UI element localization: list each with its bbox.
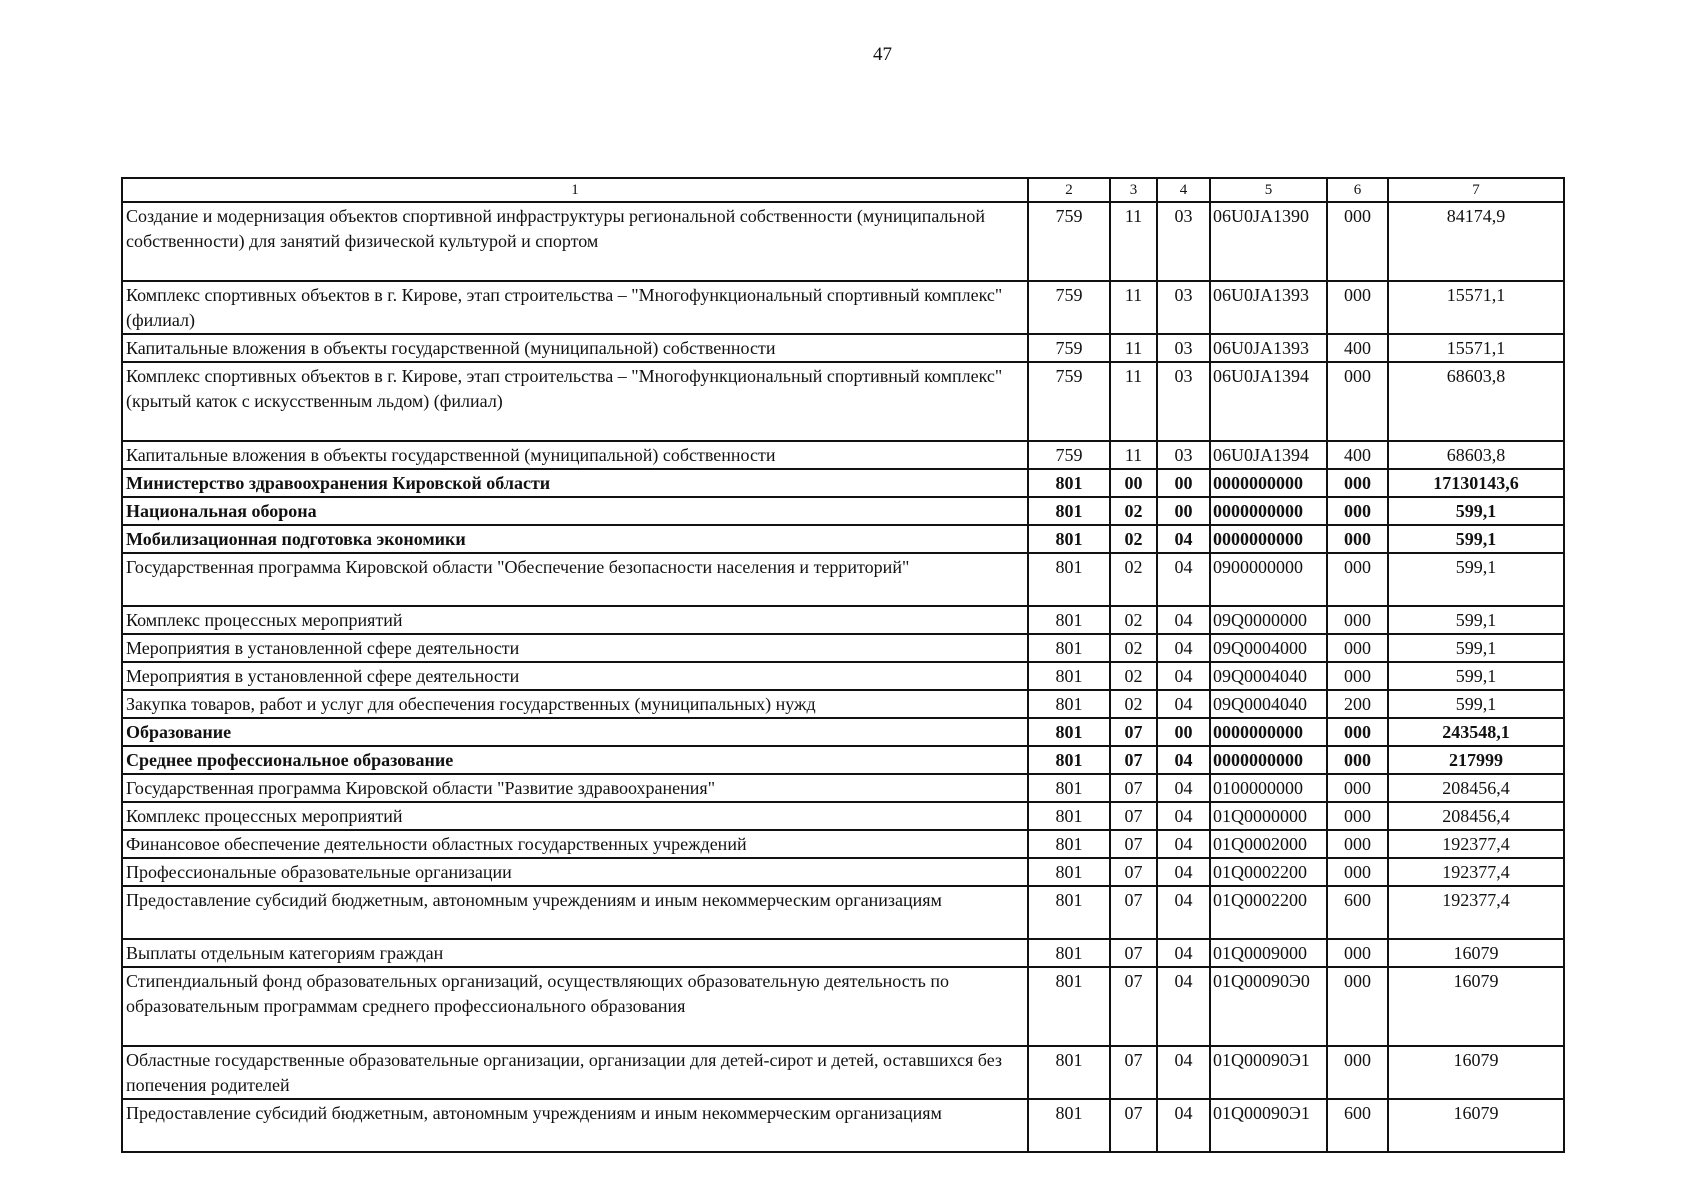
ministry-code-cell: 759: [1028, 281, 1110, 334]
section-code-cell: 02: [1110, 690, 1157, 718]
target-article-cell: 01Q00090Э0: [1210, 967, 1327, 1046]
subsection-code-cell: 04: [1157, 774, 1210, 802]
table-row: [122, 441, 1564, 469]
section-code-cell: 02: [1110, 606, 1157, 634]
section-code-cell: 07: [1110, 1099, 1157, 1152]
column-number: 2: [1028, 178, 1110, 202]
amount-cell: 599,1: [1388, 634, 1564, 662]
table-row: [122, 774, 1564, 802]
section-code-cell: 00: [1110, 469, 1157, 497]
subsection-code-cell: 04: [1157, 858, 1210, 886]
target-article-cell: 0000000000: [1210, 746, 1327, 774]
table-row: [122, 662, 1564, 690]
subsection-code-cell: 04: [1157, 606, 1210, 634]
subsection-code-cell: 03: [1157, 281, 1210, 334]
section-code-cell: 11: [1110, 281, 1157, 334]
row-name-cell: Мероприятия в установленной сфере деятельности: [122, 634, 1028, 662]
ministry-code-cell: 801: [1028, 774, 1110, 802]
amount-cell: 217999: [1388, 746, 1564, 774]
table-row: [122, 334, 1564, 362]
target-article-cell: 01Q0002200: [1210, 886, 1327, 939]
row-name-cell: Выплаты отдельным категориям граждан: [122, 939, 1028, 967]
ministry-code-cell: 759: [1028, 441, 1110, 469]
expense-type-cell: 000: [1327, 830, 1388, 858]
target-article-cell: 06U0JA1394: [1210, 441, 1327, 469]
expense-type-cell: 000: [1327, 634, 1388, 662]
ministry-code-cell: 801: [1028, 553, 1110, 606]
column-number: 4: [1157, 178, 1210, 202]
amount-cell: 208456,4: [1388, 802, 1564, 830]
row-name-cell: Создание и модернизация объектов спортивной инфраструктуры региональной собственности (муниципальной собственности) для занятий физической культурой и спортом: [122, 202, 1028, 281]
ministry-code-cell: 801: [1028, 662, 1110, 690]
subsection-code-cell: 04: [1157, 967, 1210, 1046]
subsection-code-cell: 03: [1157, 441, 1210, 469]
column-number-row: [122, 178, 1564, 202]
row-name-cell: Мобилизационная подготовка экономики: [122, 525, 1028, 553]
ministry-code-cell: 801: [1028, 606, 1110, 634]
target-article-cell: 0100000000: [1210, 774, 1327, 802]
subsection-code-cell: 00: [1157, 469, 1210, 497]
row-name-cell: Стипендиальный фонд образовательных организаций, осуществляющих образовательную деятельность по образовательным программам среднего профессионального образования: [122, 967, 1028, 1046]
expense-type-cell: 000: [1327, 1046, 1388, 1099]
expense-type-cell: 000: [1327, 858, 1388, 886]
amount-cell: 15571,1: [1388, 281, 1564, 334]
ministry-code-cell: 801: [1028, 690, 1110, 718]
table-row: [122, 362, 1564, 441]
expense-type-cell: 000: [1327, 967, 1388, 1046]
amount-cell: 16079: [1388, 1046, 1564, 1099]
table-row: [122, 746, 1564, 774]
target-article-cell: 06U0JA1393: [1210, 334, 1327, 362]
target-article-cell: 09Q0004000: [1210, 634, 1327, 662]
row-name-cell: Мероприятия в установленной сфере деятельности: [122, 662, 1028, 690]
section-code-cell: 07: [1110, 802, 1157, 830]
column-number: 5: [1210, 178, 1327, 202]
amount-cell: 16079: [1388, 939, 1564, 967]
ministry-code-cell: 801: [1028, 939, 1110, 967]
amount-cell: 84174,9: [1388, 202, 1564, 281]
amount-cell: 599,1: [1388, 662, 1564, 690]
section-code-cell: 07: [1110, 830, 1157, 858]
amount-cell: 16079: [1388, 1099, 1564, 1152]
row-name-cell: Капитальные вложения в объекты государственной (муниципальной) собственности: [122, 441, 1028, 469]
target-article-cell: 0000000000: [1210, 525, 1327, 553]
target-article-cell: 01Q0002200: [1210, 858, 1327, 886]
section-code-cell: 07: [1110, 967, 1157, 1046]
column-number: 3: [1110, 178, 1157, 202]
section-code-cell: 07: [1110, 858, 1157, 886]
amount-cell: 192377,4: [1388, 858, 1564, 886]
table-row: [122, 553, 1564, 606]
target-article-cell: 09Q0004040: [1210, 690, 1327, 718]
section-code-cell: 07: [1110, 774, 1157, 802]
ministry-code-cell: 801: [1028, 718, 1110, 746]
table-row: [122, 830, 1564, 858]
row-name-cell: Финансовое обеспечение деятельности областных государственных учреждений: [122, 830, 1028, 858]
amount-cell: 599,1: [1388, 497, 1564, 525]
section-code-cell: 07: [1110, 886, 1157, 939]
amount-cell: 243548,1: [1388, 718, 1564, 746]
expense-type-cell: 000: [1327, 939, 1388, 967]
expense-type-cell: 000: [1327, 662, 1388, 690]
amount-cell: 68603,8: [1388, 441, 1564, 469]
row-name-cell: Предоставление субсидий бюджетным, автономным учреждениям и иным некоммерческим организациям: [122, 1099, 1028, 1152]
table-row: [122, 939, 1564, 967]
table-row: [122, 967, 1564, 1046]
table-row: [122, 718, 1564, 746]
expense-type-cell: 000: [1327, 469, 1388, 497]
section-code-cell: 02: [1110, 553, 1157, 606]
target-article-cell: 01Q0002000: [1210, 830, 1327, 858]
ministry-code-cell: 759: [1028, 202, 1110, 281]
expense-type-cell: 000: [1327, 362, 1388, 441]
table-row: [122, 497, 1564, 525]
subsection-code-cell: 00: [1157, 497, 1210, 525]
subsection-code-cell: 03: [1157, 362, 1210, 441]
section-code-cell: 02: [1110, 634, 1157, 662]
subsection-code-cell: 04: [1157, 886, 1210, 939]
expense-type-cell: 000: [1327, 606, 1388, 634]
amount-cell: 15571,1: [1388, 334, 1564, 362]
ministry-code-cell: 801: [1028, 497, 1110, 525]
amount-cell: 208456,4: [1388, 774, 1564, 802]
ministry-code-cell: 759: [1028, 334, 1110, 362]
ministry-code-cell: 801: [1028, 634, 1110, 662]
row-name-cell: Среднее профессиональное образование: [122, 746, 1028, 774]
table-row: [122, 525, 1564, 553]
expense-type-cell: 000: [1327, 525, 1388, 553]
row-name-cell: Предоставление субсидий бюджетным, автономным учреждениям и иным некоммерческим организациям: [122, 886, 1028, 939]
row-name-cell: Комплекс процессных мероприятий: [122, 606, 1028, 634]
ministry-code-cell: 801: [1028, 858, 1110, 886]
table-row: [122, 886, 1564, 939]
column-number: 6: [1327, 178, 1388, 202]
target-article-cell: 0000000000: [1210, 497, 1327, 525]
column-number: 1: [122, 178, 1028, 202]
page-number: 47: [873, 44, 892, 65]
section-code-cell: 11: [1110, 362, 1157, 441]
expense-type-cell: 600: [1327, 1099, 1388, 1152]
subsection-code-cell: 04: [1157, 802, 1210, 830]
table-row: [122, 281, 1564, 334]
expense-type-cell: 000: [1327, 281, 1388, 334]
row-name-cell: Государственная программа Кировской области "Обеспечение безопасности населения и территорий": [122, 553, 1028, 606]
expense-type-cell: 400: [1327, 334, 1388, 362]
ministry-code-cell: 801: [1028, 525, 1110, 553]
target-article-cell: 01Q00090Э1: [1210, 1099, 1327, 1152]
subsection-code-cell: 04: [1157, 1046, 1210, 1099]
amount-cell: 16079: [1388, 967, 1564, 1046]
subsection-code-cell: 04: [1157, 1099, 1210, 1152]
section-code-cell: 02: [1110, 525, 1157, 553]
subsection-code-cell: 04: [1157, 525, 1210, 553]
ministry-code-cell: 801: [1028, 830, 1110, 858]
ministry-code-cell: 801: [1028, 746, 1110, 774]
subsection-code-cell: 03: [1157, 202, 1210, 281]
amount-cell: 192377,4: [1388, 886, 1564, 939]
table-row: [122, 1046, 1564, 1099]
row-name-cell: Образование: [122, 718, 1028, 746]
target-article-cell: 01Q00090Э1: [1210, 1046, 1327, 1099]
ministry-code-cell: 801: [1028, 802, 1110, 830]
budget-table: [121, 177, 1565, 1153]
row-name-cell: Профессиональные образовательные организации: [122, 858, 1028, 886]
ministry-code-cell: 801: [1028, 886, 1110, 939]
expense-type-cell: 200: [1327, 690, 1388, 718]
ministry-code-cell: 801: [1028, 1046, 1110, 1099]
row-name-cell: Государственная программа Кировской области "Развитие здравоохранения": [122, 774, 1028, 802]
target-article-cell: 01Q0009000: [1210, 939, 1327, 967]
ministry-code-cell: 759: [1028, 362, 1110, 441]
subsection-code-cell: 04: [1157, 634, 1210, 662]
subsection-code-cell: 04: [1157, 830, 1210, 858]
target-article-cell: 06U0JA1394: [1210, 362, 1327, 441]
target-article-cell: 01Q0000000: [1210, 802, 1327, 830]
section-code-cell: 07: [1110, 1046, 1157, 1099]
target-article-cell: 09Q0000000: [1210, 606, 1327, 634]
target-article-cell: 0000000000: [1210, 469, 1327, 497]
section-code-cell: 02: [1110, 662, 1157, 690]
section-code-cell: 07: [1110, 718, 1157, 746]
row-name-cell: Комплекс спортивных объектов в г. Кирове, этап строительства – "Многофункциональный спортивный комплекс" (крытый каток с искусственным льдом) (филиал): [122, 362, 1028, 441]
subsection-code-cell: 04: [1157, 939, 1210, 967]
amount-cell: 599,1: [1388, 606, 1564, 634]
column-number: 7: [1388, 178, 1564, 202]
expense-type-cell: 000: [1327, 202, 1388, 281]
expense-type-cell: 400: [1327, 441, 1388, 469]
section-code-cell: 02: [1110, 497, 1157, 525]
section-code-cell: 11: [1110, 202, 1157, 281]
table-row: [122, 202, 1564, 281]
ministry-code-cell: 801: [1028, 1099, 1110, 1152]
subsection-code-cell: 00: [1157, 718, 1210, 746]
ministry-code-cell: 801: [1028, 967, 1110, 1046]
section-code-cell: 11: [1110, 441, 1157, 469]
table-row: [122, 469, 1564, 497]
expense-type-cell: 600: [1327, 886, 1388, 939]
expense-type-cell: 000: [1327, 774, 1388, 802]
amount-cell: 17130143,6: [1388, 469, 1564, 497]
subsection-code-cell: 04: [1157, 746, 1210, 774]
target-article-cell: 06U0JA1393: [1210, 281, 1327, 334]
expense-type-cell: 000: [1327, 802, 1388, 830]
table-row: [122, 634, 1564, 662]
table-row: [122, 1099, 1564, 1152]
target-article-cell: 06U0JA1390: [1210, 202, 1327, 281]
expense-type-cell: 000: [1327, 553, 1388, 606]
expense-type-cell: 000: [1327, 718, 1388, 746]
amount-cell: 599,1: [1388, 690, 1564, 718]
target-article-cell: 09Q0004040: [1210, 662, 1327, 690]
table-row: [122, 690, 1564, 718]
amount-cell: 599,1: [1388, 525, 1564, 553]
expense-type-cell: 000: [1327, 497, 1388, 525]
section-code-cell: 07: [1110, 939, 1157, 967]
subsection-code-cell: 04: [1157, 553, 1210, 606]
section-code-cell: 07: [1110, 746, 1157, 774]
subsection-code-cell: 03: [1157, 334, 1210, 362]
amount-cell: 192377,4: [1388, 830, 1564, 858]
table-row: [122, 858, 1564, 886]
table-row: [122, 802, 1564, 830]
ministry-code-cell: 801: [1028, 469, 1110, 497]
amount-cell: 599,1: [1388, 553, 1564, 606]
subsection-code-cell: 04: [1157, 690, 1210, 718]
table-row: [122, 606, 1564, 634]
target-article-cell: 0900000000: [1210, 553, 1327, 606]
row-name-cell: Национальная оборона: [122, 497, 1028, 525]
amount-cell: 68603,8: [1388, 362, 1564, 441]
row-name-cell: Областные государственные образовательные организации, организации для детей-сирот и детей, оставшихся без попечения родителей: [122, 1046, 1028, 1099]
row-name-cell: Комплекс спортивных объектов в г. Кирове, этап строительства – "Многофункциональный спортивный комплекс" (филиал): [122, 281, 1028, 334]
target-article-cell: 0000000000: [1210, 718, 1327, 746]
section-code-cell: 11: [1110, 334, 1157, 362]
row-name-cell: Комплекс процессных мероприятий: [122, 802, 1028, 830]
row-name-cell: Капитальные вложения в объекты государственной (муниципальной) собственности: [122, 334, 1028, 362]
row-name-cell: Министерство здравоохранения Кировской области: [122, 469, 1028, 497]
expense-type-cell: 000: [1327, 746, 1388, 774]
row-name-cell: Закупка товаров, работ и услуг для обеспечения государственных (муниципальных) нужд: [122, 690, 1028, 718]
subsection-code-cell: 04: [1157, 662, 1210, 690]
